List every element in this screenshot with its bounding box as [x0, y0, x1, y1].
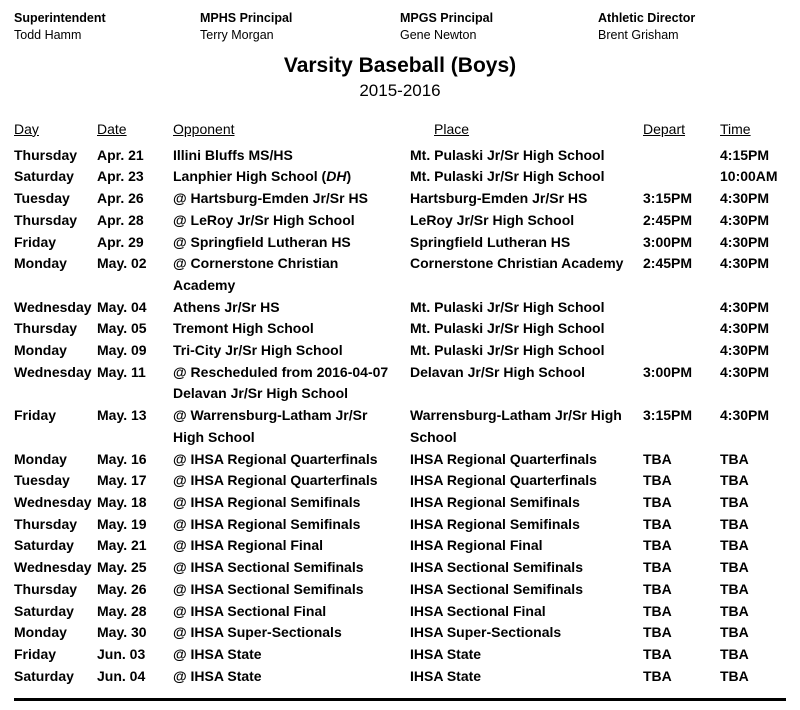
opponent-cell: @ Rescheduled from 2016-04-07 Delavan Jr/Sr High School — [173, 363, 389, 402]
table-row — [14, 449, 786, 471]
opponent-cell: @ IHSA Regional Semifinals — [173, 515, 361, 532]
table-row — [14, 579, 786, 601]
date-cell: May. 13 — [97, 407, 147, 424]
table-row — [14, 557, 786, 579]
depart-cell: TBA — [643, 559, 672, 576]
date-cell: Jun. 03 — [97, 645, 146, 662]
opponent-cell: @ LeRoy Jr/Sr High School — [173, 211, 355, 228]
opponent-cell: @ IHSA Regional Quarterfinals — [173, 472, 378, 489]
official-name: Brent Grisham — [598, 27, 679, 42]
time-cell: 10:00AM — [720, 168, 778, 185]
official-title: MPHS Principal — [200, 11, 293, 25]
day-cell: Wednesday — [14, 298, 92, 315]
place-cell: IHSA Regional Final — [410, 537, 543, 554]
column-header-date: Date — [97, 120, 127, 137]
date-cell: May. 17 — [97, 472, 147, 489]
column-header-place: Place — [434, 120, 470, 137]
table-row — [14, 340, 786, 362]
depart-cell: 3:00PM — [643, 233, 693, 250]
depart-cell: TBA — [643, 624, 672, 641]
day-cell: Saturday — [14, 667, 74, 684]
time-cell: TBA — [720, 580, 749, 597]
depart-cell: TBA — [643, 667, 672, 684]
date-cell: Apr. 23 — [97, 168, 144, 185]
day-cell: Wednesday — [14, 559, 92, 576]
day-cell: Saturday — [14, 537, 74, 554]
table-row — [14, 166, 786, 188]
time-cell: TBA — [720, 624, 749, 641]
officials-header — [14, 10, 786, 44]
depart-cell: TBA — [643, 494, 672, 510]
place-cell: LeRoy Jr/Sr High School — [410, 211, 575, 228]
official-mphs-principal — [200, 10, 400, 44]
depart-cell: TBA — [643, 645, 672, 662]
date-cell: May. 16 — [97, 450, 147, 467]
opponent-cell: @ IHSA Sectional Semifinals — [173, 580, 364, 597]
date-cell: May. 09 — [97, 342, 147, 359]
time-cell: 4:30PM — [720, 255, 770, 272]
time-cell: 4:30PM — [720, 211, 770, 228]
table-row — [14, 253, 786, 296]
place-cell: Warrensburg-Latham Jr/Sr High School — [410, 407, 622, 445]
opponent-cell: @ IHSA Regional Quarterfinals — [173, 450, 378, 467]
day-cell: Monday — [14, 450, 67, 467]
time-cell: 4:30PM — [720, 407, 770, 424]
date-cell: May. 28 — [97, 602, 147, 619]
time-cell: TBA — [720, 472, 749, 489]
place-cell: Cornerstone Christian Academy — [410, 255, 624, 272]
day-cell: Thursday — [14, 515, 78, 532]
time-cell: 4:30PM — [720, 363, 770, 380]
place-cell: Hartsburg-Emden Jr/Sr HS — [410, 190, 588, 207]
opponent-cell: @ Hartsburg-Emden Jr/Sr HS — [173, 190, 368, 207]
opponent-cell: Lanphier High School (DH) — [173, 168, 352, 185]
opponent-cell: Tremont High School — [173, 320, 314, 337]
time-cell: TBA — [720, 450, 749, 467]
depart-cell: 2:45PM — [643, 255, 693, 272]
depart-cell: TBA — [643, 537, 672, 554]
depart-cell: 3:15PM — [643, 407, 693, 424]
opponent-cell: Athens Jr/Sr HS — [173, 298, 280, 315]
schedule-table — [14, 121, 786, 688]
place-cell: Mt. Pulaski Jr/Sr High School — [410, 298, 605, 315]
opponent-cell: Illini Bluffs MS/HS — [173, 146, 293, 163]
day-cell: Friday — [14, 407, 57, 424]
table-row — [14, 297, 786, 319]
time-cell: TBA — [720, 645, 749, 662]
time-cell: 4:30PM — [720, 342, 770, 359]
official-title: Superintendent — [14, 11, 106, 25]
date-cell: Apr. 28 — [97, 211, 144, 228]
date-cell: May. 21 — [97, 537, 147, 554]
day-cell: Monday — [14, 255, 67, 272]
table-row — [14, 492, 786, 514]
table-row — [14, 145, 786, 167]
opponent-cell: @ IHSA Sectional Semifinals — [173, 559, 364, 576]
date-cell: May. 02 — [97, 255, 147, 272]
date-cell: Apr. 29 — [97, 233, 144, 250]
opponent-cell: @ IHSA Super-Sectionals — [173, 624, 342, 641]
table-row — [14, 470, 786, 492]
place-cell: Delavan Jr/Sr High School — [410, 363, 586, 380]
place-cell: IHSA Regional Semifinals — [410, 494, 580, 510]
season-subtitle: 2015-2016 — [359, 80, 441, 100]
table-row — [14, 405, 786, 448]
time-cell: 4:30PM — [720, 298, 770, 315]
time-cell: 4:15PM — [720, 146, 770, 163]
opponent-cell: @ IHSA State — [173, 667, 262, 684]
day-cell: Tuesday — [14, 472, 70, 489]
depart-cell: TBA — [643, 602, 672, 619]
place-cell: IHSA Sectional Final — [410, 602, 546, 619]
place-cell: Mt. Pulaski Jr/Sr High School — [410, 320, 605, 337]
depart-cell: 3:15PM — [643, 190, 693, 207]
official-name: Gene Newton — [400, 27, 477, 42]
official-mpgs-principal — [400, 10, 598, 44]
opponent-cell: @ Cornerstone Christian Academy — [173, 255, 339, 293]
place-cell: Mt. Pulaski Jr/Sr High School — [410, 342, 605, 359]
day-cell: Thursday — [14, 146, 78, 163]
opponent-cell: @ IHSA State — [173, 645, 262, 662]
time-cell: TBA — [720, 602, 749, 619]
opponent-cell: @ IHSA Sectional Final — [173, 602, 327, 619]
date-cell: Apr. 26 — [97, 190, 144, 207]
opponent-cell: @ Warrensburg-Latham Jr/Sr High School — [173, 407, 368, 445]
place-cell: IHSA Super-Sectionals — [410, 624, 562, 641]
depart-cell: 2:45PM — [643, 211, 693, 228]
table-row — [14, 535, 786, 557]
day-cell: Thursday — [14, 580, 78, 597]
table-row — [14, 514, 786, 536]
date-cell: May. 05 — [97, 320, 147, 337]
table-row — [14, 644, 786, 666]
date-cell: May. 19 — [97, 515, 147, 532]
official-athletic-director — [598, 10, 786, 44]
opponent-cell: @ IHSA Regional Final — [173, 537, 324, 554]
place-cell: Springfield Lutheran HS — [410, 233, 571, 250]
date-cell: May. 18 — [97, 494, 147, 510]
date-cell: May. 11 — [97, 363, 146, 380]
opponent-cell: @ Springfield Lutheran HS — [173, 233, 351, 250]
place-cell: IHSA State — [410, 667, 482, 684]
opponent-cell: @ IHSA Regional Semifinals — [173, 494, 361, 510]
bottom-rule — [14, 698, 786, 701]
depart-cell: TBA — [643, 472, 672, 489]
day-cell: Monday — [14, 342, 67, 359]
place-cell: Mt. Pulaski Jr/Sr High School — [410, 168, 605, 185]
day-cell: Friday — [14, 233, 57, 250]
time-cell: TBA — [720, 559, 749, 576]
official-title: Athletic Director — [598, 11, 696, 25]
depart-cell: 3:00PM — [643, 363, 693, 380]
place-cell: IHSA State — [410, 645, 482, 662]
table-row — [14, 601, 786, 623]
table-row — [14, 362, 786, 405]
time-cell: TBA — [720, 537, 749, 554]
place-cell: IHSA Regional Semifinals — [410, 515, 580, 532]
time-cell: 4:30PM — [720, 233, 770, 250]
opponent-cell: Tri-City Jr/Sr High School — [173, 342, 343, 359]
day-cell: Wednesday — [14, 363, 92, 380]
time-cell: TBA — [720, 515, 749, 532]
schedule-rows — [14, 145, 786, 688]
official-title: MPGS Principal — [400, 11, 494, 25]
time-cell: TBA — [720, 667, 749, 684]
depart-cell: TBA — [643, 580, 672, 597]
day-cell: Thursday — [14, 320, 78, 337]
day-cell: Tuesday — [14, 190, 70, 207]
place-cell: IHSA Regional Quarterfinals — [410, 472, 597, 489]
date-cell: May. 26 — [97, 580, 147, 597]
day-cell: Thursday — [14, 211, 78, 228]
column-header-time: Time — [720, 120, 751, 137]
day-cell: Friday — [14, 645, 57, 662]
place-cell: IHSA Sectional Semifinals — [410, 580, 583, 597]
place-cell: IHSA Regional Quarterfinals — [410, 450, 597, 467]
table-row — [14, 622, 786, 644]
place-cell: IHSA Sectional Semifinals — [410, 559, 583, 576]
time-cell: 4:30PM — [720, 190, 770, 207]
official-name: Todd Hamm — [14, 27, 82, 42]
date-cell: May. 30 — [97, 624, 147, 641]
column-header-depart: Depart — [643, 120, 686, 137]
table-header-row — [14, 121, 786, 137]
date-cell: May. 25 — [97, 559, 147, 576]
day-cell: Monday — [14, 624, 67, 641]
day-cell: Saturday — [14, 168, 74, 185]
table-row — [14, 210, 786, 232]
column-header-day: Day — [14, 120, 39, 137]
official-superintendent — [14, 10, 200, 44]
day-cell: Saturday — [14, 602, 74, 619]
table-row — [14, 188, 786, 210]
date-cell: Jun. 04 — [97, 667, 146, 684]
place-cell: Mt. Pulaski Jr/Sr High School — [410, 146, 605, 163]
date-cell: May. 04 — [97, 298, 147, 315]
page-title: Varsity Baseball (Boys) — [283, 53, 517, 77]
depart-cell: TBA — [643, 515, 672, 532]
depart-cell: TBA — [643, 450, 672, 467]
table-row — [14, 318, 786, 340]
day-cell: Wednesday — [14, 494, 92, 510]
date-cell: Apr. 21 — [97, 146, 144, 163]
time-cell: 4:30PM — [720, 320, 770, 337]
column-header-opponent: Opponent — [173, 120, 235, 137]
table-row — [14, 232, 786, 254]
time-cell: TBA — [720, 494, 749, 510]
official-name: Terry Morgan — [200, 27, 274, 42]
table-row — [14, 666, 786, 688]
